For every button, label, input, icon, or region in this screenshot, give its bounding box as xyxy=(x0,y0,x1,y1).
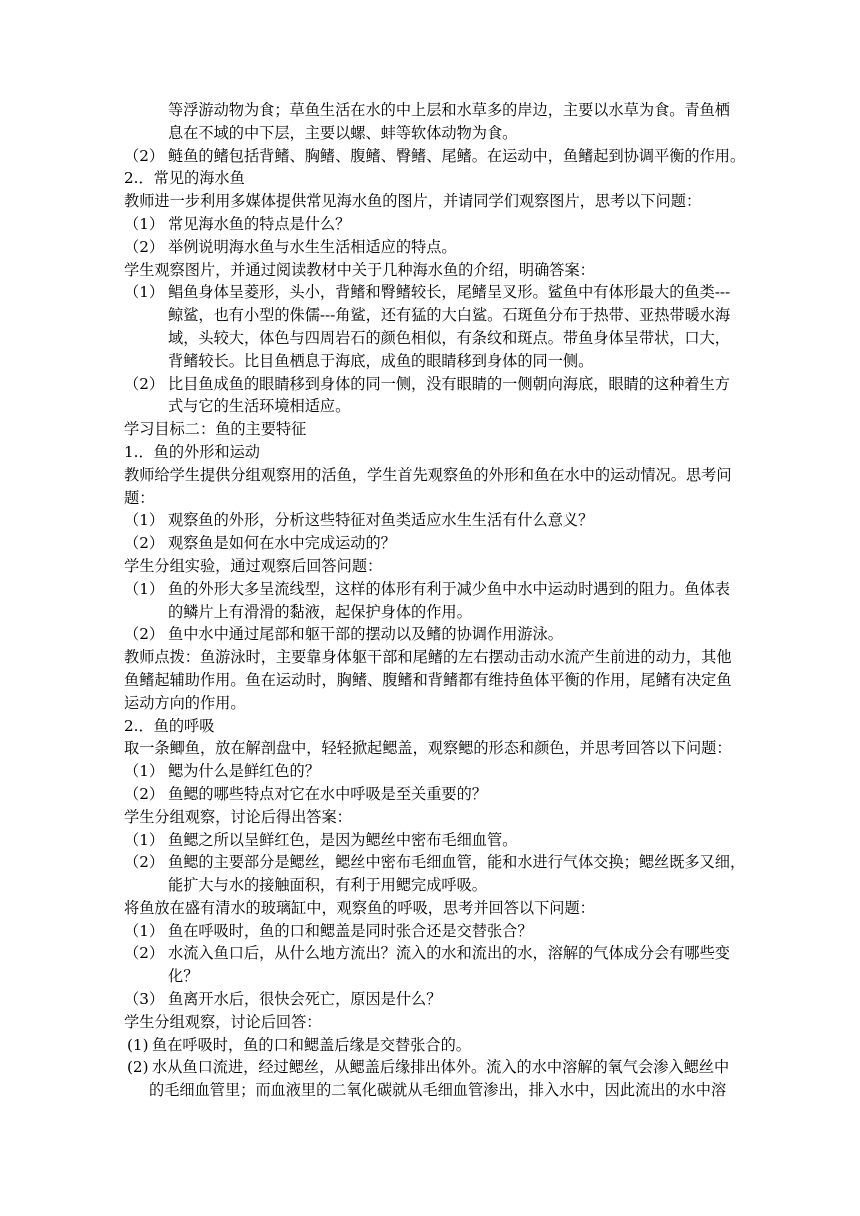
paragraph-line: 教师给学生提供分组观察用的活鱼，学生首先观察鱼的外形和鱼在水中的运动情况。思考问 xyxy=(124,465,732,484)
paragraph-line: 教师点拨：鱼游泳时，主要靠身体躯干部和尾鳍的左右摆动击动水流产生前进的动力，其他 xyxy=(124,648,732,667)
list-item-number: （2） xyxy=(124,853,165,872)
list-item-text: 鱼在呼吸时，鱼的口和鳃盖是同时张合还是交替张合？ xyxy=(168,921,533,940)
list-item-text: 观察鱼是如何在水中完成运动的？ xyxy=(168,534,396,553)
list-item-continuation: 化？ xyxy=(168,967,199,986)
list-item-text: 鲢鱼的鳍包括背鳍、胸鳍、腹鳍、臀鳍、尾鳍。在运动中，鱼鳍起到协调平衡的作用。 xyxy=(168,146,746,165)
list-item-number: （2） xyxy=(124,944,165,963)
list-item-continuation: 鲸鲨，也有小型的侏儒---角鲨，还有猛的大白鲨。石斑鱼分布于热带、亚热带暖水海 xyxy=(168,306,731,325)
list-item xyxy=(124,236,744,259)
list-item xyxy=(124,760,744,783)
list-item-text: 鱼鳃的哪些特点对它在水中呼吸是至关重要的？ xyxy=(168,784,487,803)
list-item-number: （1） xyxy=(124,762,165,781)
list-item-continuation: 的鳞片上有滑滑的黏液，起保护身体的作用。 xyxy=(168,602,472,621)
list-item-number: （2） xyxy=(124,374,165,393)
list-item xyxy=(124,920,744,943)
list-item-text: 鱼鳃的主要部分是鳃丝，鳃丝中密布毛细血管，能和水进行气体交换；鳃丝既多又细， xyxy=(168,853,746,872)
list-item-continuation: 域，头较大，体色与四周岩石的颜色相似，有条纹和斑点。带鱼身体呈带状，口大， xyxy=(168,328,730,347)
list-item-number: （2） xyxy=(124,784,165,803)
list-item-continuation: 能扩大与水的接触面积，有利于用鳃完成呼吸。 xyxy=(168,876,487,895)
list-item xyxy=(124,851,744,874)
list-item-text: 举例说明海水鱼与水生生活相适应的特点。 xyxy=(168,237,457,256)
list-item-number: （3） xyxy=(124,990,165,1009)
list-item-number: （1） xyxy=(124,579,165,598)
list-item-number: （1） xyxy=(124,830,165,849)
section-heading: 1.．鱼的外形和运动 xyxy=(124,442,260,461)
list-item-text: 鱼鳃之所以呈鲜红色，是因为鳃丝中密布毛细血管。 xyxy=(168,830,518,849)
list-item xyxy=(124,1056,744,1079)
list-item xyxy=(124,829,744,852)
list-item-text: 鱼在呼吸时，鱼的口和鳃盖后缘是交替张合的。 xyxy=(152,1035,471,1054)
paragraph-line: 鱼鳍起辅助作用。鱼在运动时，胸鳍、腹鳍和背鳍都有维持鱼体平衡的作用，尾鳍有决定鱼 xyxy=(124,670,732,689)
paragraph-line: 学生分组观察，讨论后回答： xyxy=(124,1012,322,1031)
list-item xyxy=(124,373,744,396)
list-item-text: 鱼中水中通过尾部和躯干部的摆动以及鳍的协调作用游泳。 xyxy=(168,625,563,644)
list-item xyxy=(124,532,744,555)
list-item-text: 鳃为什么是鲜红色的？ xyxy=(168,762,320,781)
list-item xyxy=(124,623,744,646)
list-item-continuation: 等浮游动物为食；草鱼生活在水的中上层和水草多的岸边，主要以水草为食。青鱼栖 xyxy=(168,101,730,119)
section-heading: 学习目标二：鱼的主要特征 xyxy=(124,420,307,439)
list-item-number: （2） xyxy=(124,625,165,644)
list-item xyxy=(124,578,744,601)
list-item-text: 水流入鱼口后，从什么地方流出？流入的水和流出的水，溶解的气体成分会有哪些变 xyxy=(168,944,730,963)
list-item-number: （1） xyxy=(124,511,165,530)
list-item-number: (2) xyxy=(127,1058,149,1077)
list-item xyxy=(124,942,744,965)
paragraph-line: 运动方向的作用。 xyxy=(124,693,246,712)
list-item xyxy=(124,1034,744,1057)
list-item xyxy=(124,213,744,236)
document-body xyxy=(124,99,744,1102)
list-item-continuation: 式与它的生活环境相适应。 xyxy=(168,397,351,416)
list-item-number: （1） xyxy=(124,214,165,233)
list-item xyxy=(124,145,744,168)
list-item-continuation: 背鳍较长。比目鱼栖息于海底，成鱼的眼睛移到身体的同一侧。 xyxy=(168,351,594,370)
list-item xyxy=(124,281,744,304)
list-item-number: (1) xyxy=(127,1035,149,1054)
paragraph-line: 取一条鲫鱼，放在解剖盘中，轻轻掀起鳃盖，观察鳃的形态和颜色，并思考回答以下问题： xyxy=(124,739,732,758)
paragraph-line: 题： xyxy=(124,488,155,507)
list-item xyxy=(124,783,744,806)
paragraph-line: 学生分组观察，讨论后得出答案： xyxy=(124,807,352,826)
list-item-text: 鲳鱼身体呈菱形，头小，背鳍和臀鳍较长，尾鳍呈叉形。鲨鱼中有体形最大的鱼类--- xyxy=(168,283,731,302)
list-item-number: （1） xyxy=(124,921,165,940)
section-heading: 2.．鱼的呼吸 xyxy=(124,716,215,735)
list-item-text: 常见海水鱼的特点是什么？ xyxy=(168,214,351,233)
list-item-number: （1） xyxy=(124,283,165,302)
list-item-number: （2） xyxy=(124,534,165,553)
list-item xyxy=(124,509,744,532)
paragraph-line: 教师进一步利用多媒体提供常见海水鱼的图片，并请同学们观察图片，思考以下问题： xyxy=(124,192,702,211)
list-item-text: 鱼离开水后，很快会死亡，原因是什么？ xyxy=(168,990,442,1009)
list-item xyxy=(124,988,744,1011)
paragraph-line: 将鱼放在盛有清水的玻璃缸中，观察鱼的呼吸，思考并回答以下问题： xyxy=(124,898,595,917)
list-item-text: 比目鱼成鱼的眼睛移到身体的同一侧，没有眼睛的一侧朝向海底，眼睛的这种着生方 xyxy=(168,374,730,393)
list-item-text: 观察鱼的外形，分析这些特征对鱼类适应水生生活有什么意义？ xyxy=(168,511,594,530)
list-item-number: （2） xyxy=(124,146,165,165)
section-heading: 2.．常见的海水鱼 xyxy=(124,169,245,188)
list-item-number: （2） xyxy=(124,237,165,256)
paragraph-line: 学生观察图片，并通过阅读教材中关于几种海水鱼的介绍，明确答案： xyxy=(124,260,595,279)
list-item-continuation: 的毛细血管里；而血液里的二氧化碳就从毛细血管渗出，排入水中，因此流出的水中溶 xyxy=(149,1081,727,1100)
list-item-text: 鱼的外形大多呈流线型，这样的体形有利于减少鱼中水中运动时遇到的阻力。鱼体表 xyxy=(168,579,730,598)
paragraph-line: 学生分组实验，通过观察后回答问题： xyxy=(124,556,383,575)
list-item-text: 水从鱼口流进，经过鳃丝，从鳃盖后缘排出体外。流入的水中溶解的氧气会渗入鳃丝中 xyxy=(152,1058,730,1077)
list-item-continuation: 息在不域的中下层，主要以螺、蚌等软体动物为食。 xyxy=(168,123,518,142)
